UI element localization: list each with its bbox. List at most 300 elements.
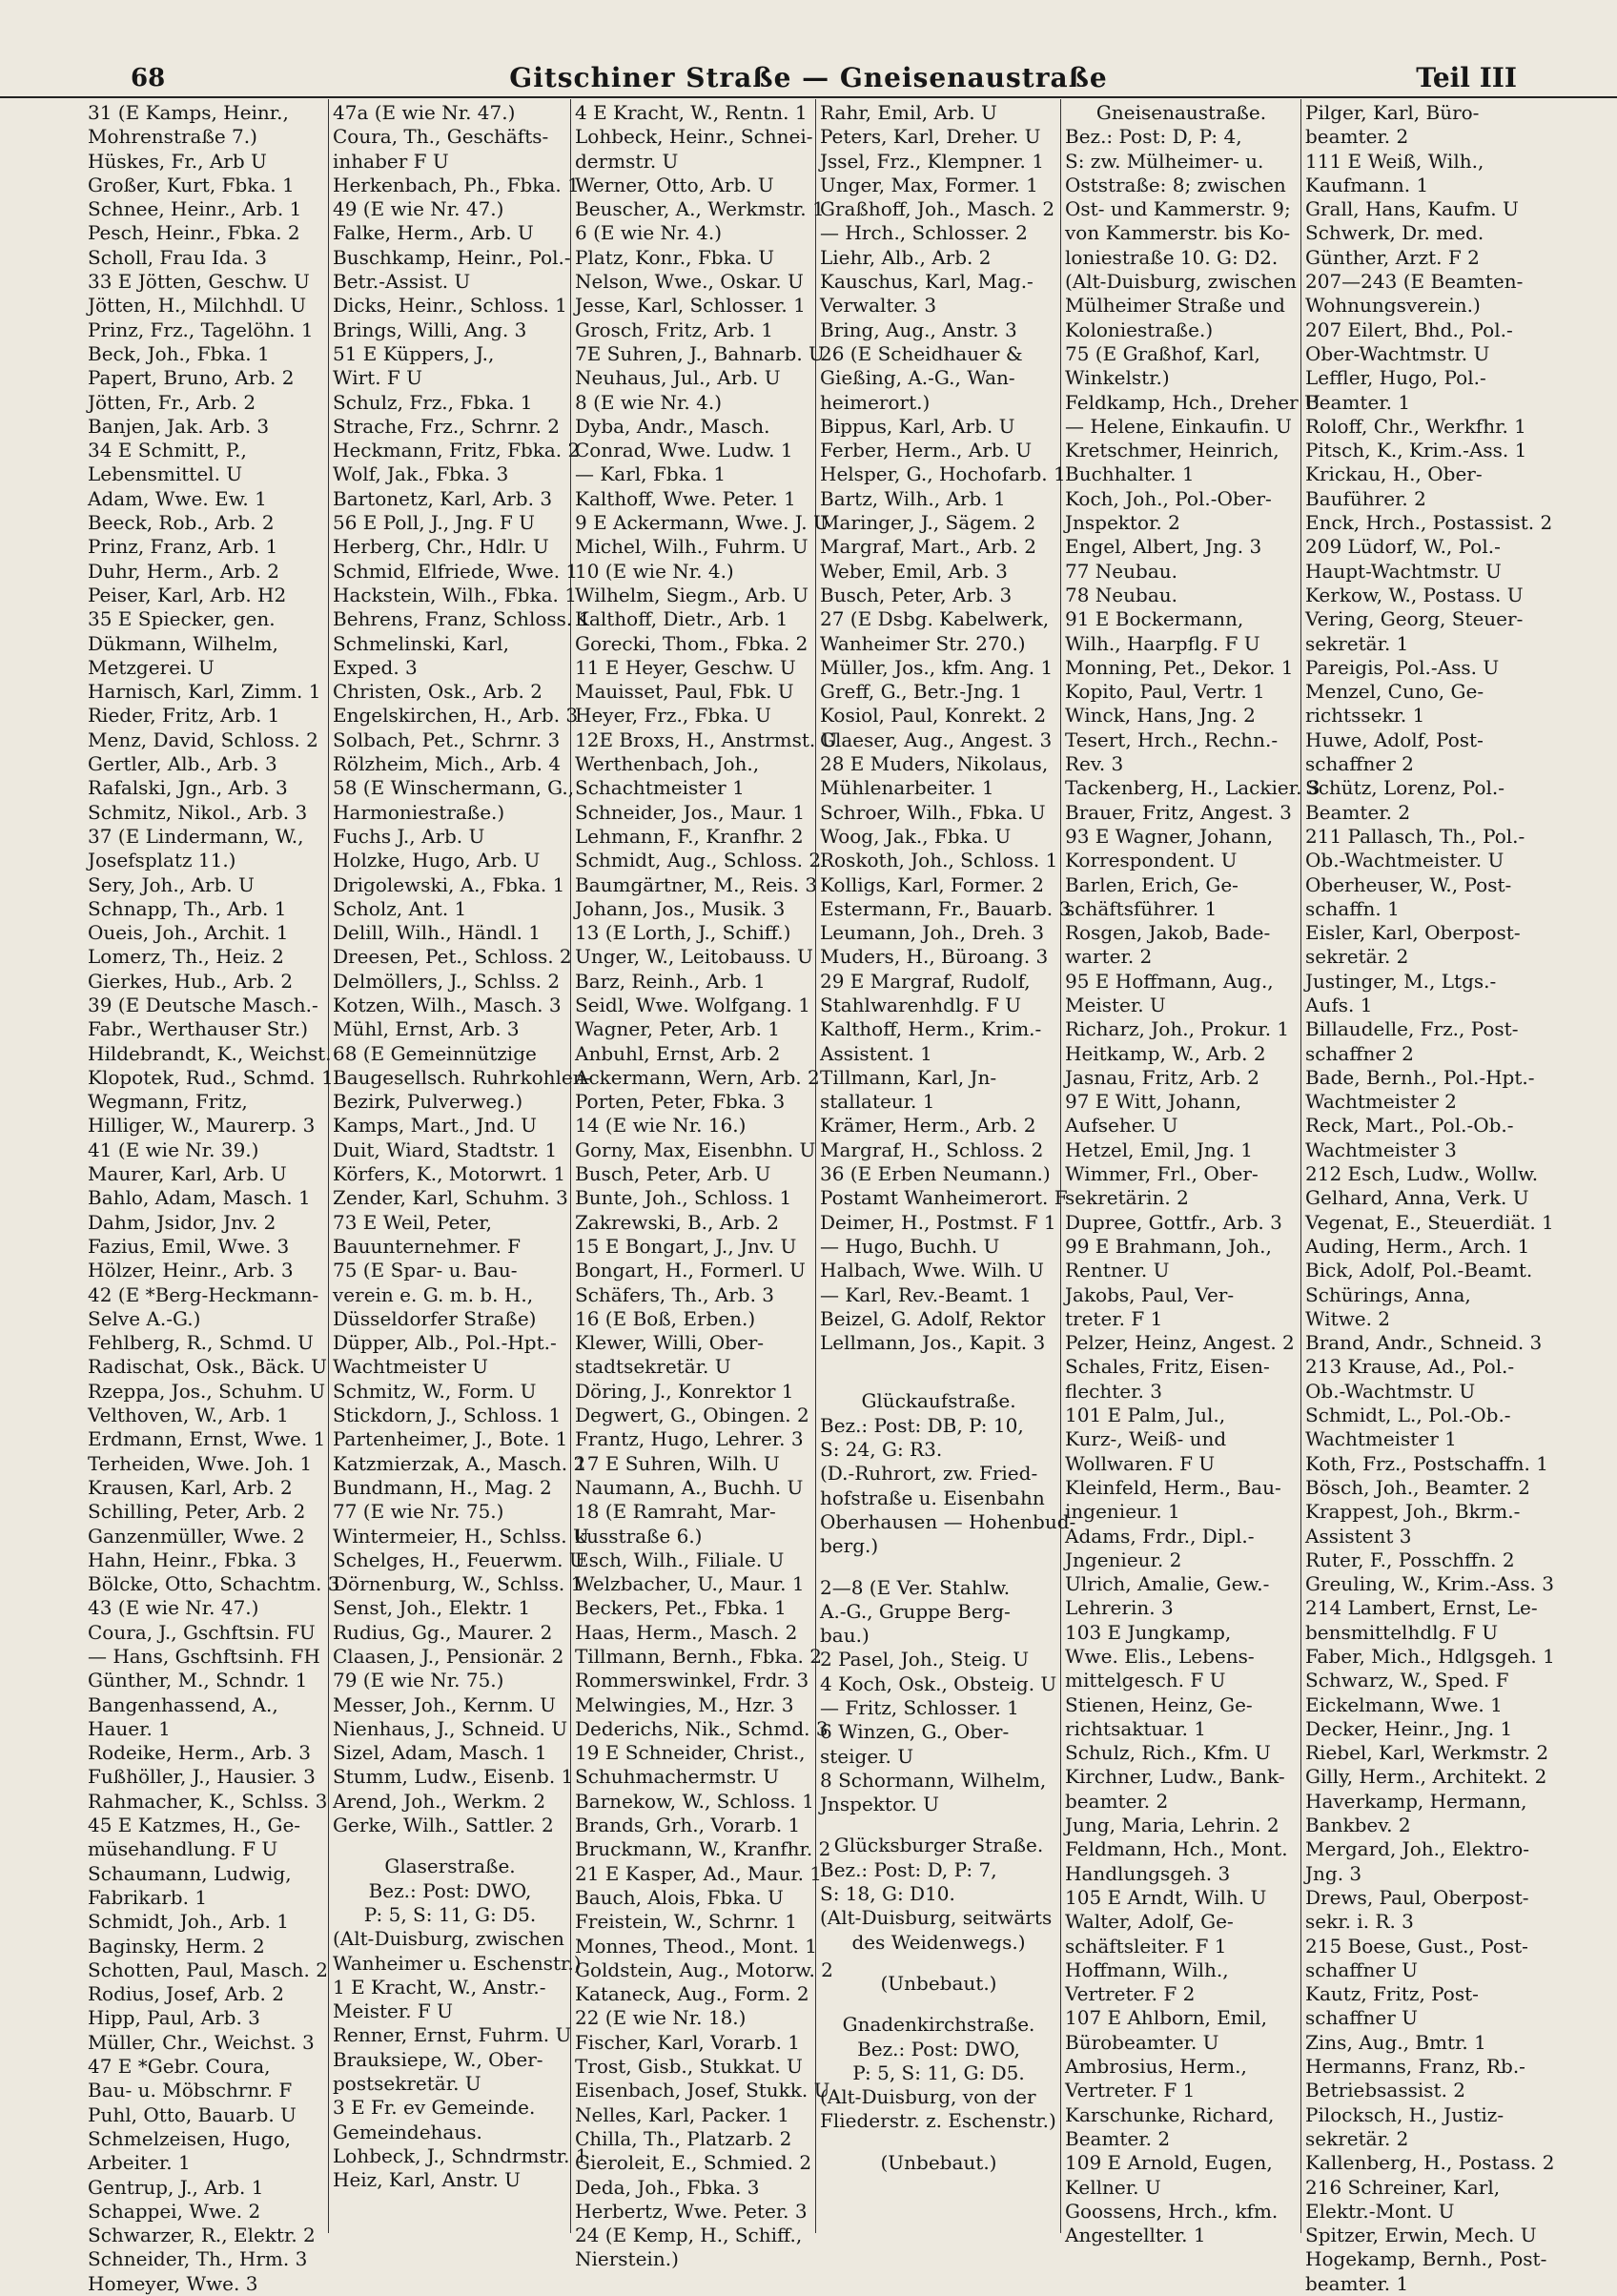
entry-line: 212 Esch, Ludw., Wollw. xyxy=(1305,1162,1539,1186)
entry-line: Hipp, Paul, Arb. 3 xyxy=(88,2006,260,2030)
entry-line: Woog, Jak., Fbka. U xyxy=(820,824,1012,848)
entry-line: Nelson, Wwe., Oskar. U xyxy=(575,270,804,294)
entry-line: 22 (E wie Nr. 18.) xyxy=(575,2006,747,2030)
entry-line: hofstraße u. Eisenbahn xyxy=(820,1486,1045,1509)
entry-line: 8 (E wie Nr. 4.) xyxy=(575,390,723,414)
entry-line: Hauer. 1 xyxy=(88,1716,171,1740)
entry-line: Gießing, A.-G., Wan- xyxy=(820,366,1015,390)
entry-line: sekretärin. 2 xyxy=(1065,1186,1189,1210)
entry-line: Dükmann, Wilhelm, xyxy=(88,631,278,655)
entry-line: Beamter. 2 xyxy=(1065,2126,1171,2150)
entry-line: Adam, Wwe. Ew. 1 xyxy=(88,486,267,510)
entry-line: 68 (E Gemeinnützige xyxy=(333,1041,537,1065)
entry-line: 56 E Poll, J., Jng. F U xyxy=(333,511,536,535)
entry-line: schaffner U xyxy=(1305,1958,1418,1981)
entry-line: 101 E Palm, Jul., xyxy=(1065,1404,1226,1427)
entry-line: Greff, G., Betr.-Jng. 1 xyxy=(820,680,1023,704)
entry-line: Kerkow, W., Postass. U xyxy=(1305,583,1524,606)
entry-line: Rommerswinkel, Frdr. 3 xyxy=(575,1669,809,1692)
entry-line: Walter, Adolf, Ge- xyxy=(1065,1910,1234,1934)
entry-line: Puhl, Otto, Bauarb. U xyxy=(88,2102,297,2126)
entry-line: Baugesellsch. Ruhrkohlen- xyxy=(333,1065,592,1089)
entry-line: Neuhaus, Jul., Arb. U xyxy=(575,366,781,390)
entry-line: Schmitz, W., Form. U xyxy=(333,1379,537,1403)
entry-line: Wohnungsverein.) xyxy=(1305,294,1481,318)
entry-line: Beck, Joh., Fbka. 1 xyxy=(88,341,270,365)
entry-line: Schelges, H., Feuerwm. U xyxy=(333,1548,585,1571)
entry-line: Karschunke, Richard, xyxy=(1065,2102,1275,2126)
entry-line: Heiz, Karl, Anstr. U xyxy=(333,2168,522,2192)
entry-line: Freistein, W., Schrnr. 1 xyxy=(575,1910,797,1934)
entry-line: Exped. 3 xyxy=(333,655,418,679)
entry-line: Goldstein, Aug., Motorw. 2 xyxy=(575,1958,833,1981)
entry-line: Bezirk, Pulverweg.) xyxy=(333,1090,523,1114)
entry-line: Schwarzer, R., Elektr. 2 xyxy=(88,2224,316,2247)
entry-line: Gieroleit, E., Schmied. 2 xyxy=(575,2151,812,2175)
entry-line: Glaeser, Aug., Angest. 3 xyxy=(820,728,1053,751)
entry-line: Josefsplatz 11.) xyxy=(88,849,236,872)
entry-line: Weber, Emil, Arb. 3 xyxy=(820,559,1008,583)
entry-line: Kolligs, Karl, Former. 2 xyxy=(820,872,1044,896)
entry-line: Fazius, Emil, Wwe. 3 xyxy=(88,1234,290,1258)
entry-line: Wilhelm, Siegm., Arb. U xyxy=(575,583,808,606)
entry-line: Kleinfeld, Herm., Bau- xyxy=(1065,1475,1281,1499)
entry-line: Kopito, Paul, Vertr. 1 xyxy=(1065,680,1265,704)
entry-line: Schnapp, Th., Arb. 1 xyxy=(88,896,287,920)
blank-line xyxy=(820,1955,1057,1972)
entry-line: Duhr, Herm., Arb. 2 xyxy=(88,559,279,583)
entry-line: Trost, Gisb., Stukkat. U xyxy=(575,2055,803,2079)
entry-line: Busch, Peter, Arb. 3 xyxy=(820,583,1013,606)
entry-line: müsehandlung. F U xyxy=(88,1837,278,1861)
entry-line: Barz, Reinh., Arb. 1 xyxy=(575,969,766,993)
entry-line: Beamter. 2 xyxy=(1305,800,1411,824)
entry-line: 207 Eilert, Bhd., Pol.- xyxy=(1305,318,1513,341)
entry-line: Schürings, Anna, xyxy=(1305,1282,1471,1306)
entry-line: Pilocksch, H., Justiz- xyxy=(1305,2102,1504,2126)
entry-line: sekr. i. R. 3 xyxy=(1305,1910,1414,1934)
entry-line: Kellner. U xyxy=(1065,2175,1161,2199)
entry-line: Messer, Joh., Kernm. U xyxy=(333,1692,556,1716)
blank-line xyxy=(333,1837,567,1855)
entry-line: Bahlo, Adam, Masch. 1 xyxy=(88,1186,311,1210)
entry-line: Schotten, Paul, Masch. 2 xyxy=(88,1958,328,1981)
entry-line: 109 E Arnold, Eugen, xyxy=(1065,2151,1273,2175)
entry-line: Haverkamp, Hermann, xyxy=(1305,1789,1527,1813)
entry-line: Ackermann, Wern, Arb. 2 xyxy=(575,1065,820,1089)
entry-line: Großer, Kurt, Fbka. 1 xyxy=(88,173,295,196)
entry-line: Bauch, Alois, Fbka. U xyxy=(575,1885,784,1909)
entry-line: Heckmann, Fritz, Fbka. 2 xyxy=(333,439,581,462)
entry-line: 15 E Bongart, J., Jnv. U xyxy=(575,1234,797,1258)
entry-line: Mülheimer Straße und xyxy=(1065,294,1285,318)
entry-line: Velthoven, W., Arb. 1 xyxy=(88,1404,289,1427)
entry-line: von Kammerstr. bis Ko- xyxy=(1065,221,1291,245)
entry-line: Katzmierzak, A., Masch. 2 xyxy=(333,1451,586,1475)
entry-line: 2 Pasel, Joh., Steig. U xyxy=(820,1648,1030,1671)
entry-line: Greuling, W., Krim.-Ass. 3 xyxy=(1305,1572,1554,1596)
entry-line: Wollwaren. F U xyxy=(1065,1451,1216,1475)
blank-line xyxy=(820,1559,1057,1576)
entry-line: Rölzheim, Mich., Arb. 4 xyxy=(333,752,562,776)
entry-line: Wanheimer Str. 270.) xyxy=(820,631,1026,655)
entry-line: Haupt-Wachtmstr. U xyxy=(1305,559,1502,583)
entry-line: Scholz, Ant. 1 xyxy=(333,896,467,920)
entry-line: Muders, H., Büroang. 3 xyxy=(820,945,1049,969)
entry-line: Rieder, Fritz, Arb. 1 xyxy=(88,704,280,728)
entry-line: Baginsky, Herm. 2 xyxy=(88,1934,265,1958)
entry-line: Mühlenarbeiter. 1 xyxy=(820,776,994,800)
entry-line: Hoffmann, Wilh., xyxy=(1065,1958,1229,1981)
entry-line: Arend, Joh., Werkm. 2 xyxy=(333,1789,546,1813)
entry-line: Wirt. F U xyxy=(333,366,423,390)
entry-line: 42 (E *Berg-Heckmann- xyxy=(88,1282,319,1306)
entry-line: Billaudelle, Frz., Post- xyxy=(1305,1017,1519,1041)
entry-line: Vertreter. F 1 xyxy=(1065,2079,1196,2102)
entry-line: Fußhöller, J., Hausier. 3 xyxy=(88,1765,316,1789)
entry-line: Bartz, Wilh., Arb. 1 xyxy=(820,486,1006,510)
entry-line: Oststraße: 8; zwischen xyxy=(1065,173,1286,196)
entry-line: Elektr.-Mont. U xyxy=(1305,2199,1455,2223)
entry-line: Rev. 3 xyxy=(1065,752,1124,776)
entry-line: 26 (E Scheidhauer & xyxy=(820,341,1023,365)
entry-line: Gierkes, Hub., Arb. 2 xyxy=(88,969,294,993)
entry-line: Helsper, G., Hochofarb. 1 xyxy=(820,462,1066,486)
entry-line: Renner, Ernst, Fuhrm. U xyxy=(333,2023,572,2047)
entry-line: Bez.: Post: D, P: 7, xyxy=(820,1857,997,1881)
entry-line: schaffner 2 xyxy=(1305,1041,1414,1065)
entry-line: Dederichs, Nik., Schmd. 3 xyxy=(575,1716,829,1740)
entry-line: Wegmann, Fritz, xyxy=(88,1090,248,1114)
entry-line: Prinz, Franz, Arb. 1 xyxy=(88,535,278,559)
entry-line: Barnekow, W., Schloss. 1 xyxy=(575,1789,814,1813)
entry-line: Tackenberg, H., Lackier. 3 xyxy=(1065,776,1320,800)
entry-line: Bippus, Karl, Arb. U xyxy=(820,414,1015,438)
entry-line: Pesch, Heinr., Fbka. 2 xyxy=(88,221,300,245)
entry-line: Stumm, Ludw., Eisenb. 1 xyxy=(333,1765,574,1789)
entry-line: Strache, Frz., Schrnr. 2 xyxy=(333,414,560,438)
entry-line: Radischat, Osk., Bäck. U xyxy=(88,1355,328,1379)
entry-line: Bösch, Joh., Beamter. 2 xyxy=(1305,1475,1530,1499)
entry-line: Monning, Pet., Dekor. 1 xyxy=(1065,655,1294,679)
entry-line: Roskoth, Joh., Schloss. 1 xyxy=(820,849,1058,872)
entry-line: Meister. F U xyxy=(333,1999,454,2023)
entry-line: Oberhausen — Hohenbud- xyxy=(820,1509,1076,1533)
entry-line: 47a (E wie Nr. 47.) xyxy=(333,101,516,124)
entry-line: Stienen, Heinz, Ge- xyxy=(1065,1692,1253,1716)
entry-line: Kallenberg, H., Postass. 2 xyxy=(1305,2151,1555,2175)
entry-line: inhaber F U xyxy=(333,149,449,173)
entry-line: Rosgen, Jakob, Bade- xyxy=(1065,921,1271,945)
entry-line: treter. F 1 xyxy=(1065,1306,1163,1330)
entry-line: 12E Broxs, H., Anstrmst. U xyxy=(575,728,838,751)
entry-line: Metzgerei. U xyxy=(88,655,215,679)
entry-line: Fehlberg, R., Schmd. U xyxy=(88,1331,314,1355)
entry-line: Selve A.-G.) xyxy=(88,1306,201,1330)
entry-line: richtsaktuar. 1 xyxy=(1065,1716,1207,1740)
entry-line: beamter. 2 xyxy=(1305,125,1409,149)
entry-line: Tesert, Hrch., Rechn.- xyxy=(1065,728,1279,751)
entry-line: 75 (E Spar- u. Bau- xyxy=(333,1259,518,1282)
entry-line: Bauunternehmer. F xyxy=(333,1234,522,1258)
entry-line: 13 (E Lorth, J., Schiff.) xyxy=(575,921,791,945)
entry-line: Claasen, J., Pensionär. 2 xyxy=(333,1645,564,1668)
entry-line: — Fritz, Schlosser. 1 xyxy=(820,1696,1019,1719)
entry-line: Bölcke, Otto, Schachtm. 3 xyxy=(88,1572,340,1596)
entry-line: Schachtmeister 1 xyxy=(575,776,745,800)
entry-line: 97 E Witt, Johann, xyxy=(1065,1090,1242,1114)
entry-line: 107 E Ahlborn, Emil, xyxy=(1065,2006,1267,2030)
entry-line: Klopotek, Rud., Schmd. 1 xyxy=(88,1065,334,1089)
entry-line: 4 Koch, Osk., Obsteig. U xyxy=(820,1671,1057,1695)
entry-line: Baumgärtner, M., Reis. 3 xyxy=(575,872,818,896)
entry-line: S: 24, G: R3. xyxy=(820,1438,943,1462)
entry-line: Terheiden, Wwe. Joh. 1 xyxy=(88,1451,313,1475)
entry-line: Kauschus, Karl, Mag.- xyxy=(820,270,1034,294)
entry-line: 35 E Spiecker, gen. xyxy=(88,607,276,631)
entry-line: Huwe, Adolf, Post- xyxy=(1305,728,1484,751)
entry-line: Schwerk, Dr. med. xyxy=(1305,221,1484,245)
entry-line: Wachtmeister 1 xyxy=(1305,1427,1457,1451)
entry-line: Reck, Mart., Pol.-Ob.- xyxy=(1305,1114,1514,1138)
entry-line: Buchhalter. 1 xyxy=(1065,462,1195,486)
entry-line: Arbeiter. 1 xyxy=(88,2151,191,2175)
entry-line: 4 E Kracht, W., Rentn. 1 xyxy=(575,101,808,124)
entry-line: Menzel, Cuno, Ge- xyxy=(1305,680,1484,704)
entry-line: P: 5, S: 11, G: D5. xyxy=(852,2060,1025,2084)
entry-line: Krämer, Herm., Arb. 2 xyxy=(820,1114,1036,1138)
entry-line: A.-G., Gruppe Berg- xyxy=(820,1599,1011,1623)
page-title: Gitschiner Straße — Gneisenaustraße xyxy=(509,62,1108,93)
entry-line: — Hrch., Schlosser. 2 xyxy=(820,221,1028,245)
entry-line: Goossens, Hrch., kfm. xyxy=(1065,2199,1279,2223)
entry-line: 91 E Bockermann, xyxy=(1065,607,1244,631)
entry-line: Behrens, Franz, Schloss. 1 xyxy=(333,607,591,631)
entry-line: Betriebsassist. 2 xyxy=(1305,2079,1466,2102)
entry-line: Vertreter. F 2 xyxy=(1065,1982,1196,2006)
entry-line: Ambrosius, Herm., xyxy=(1065,2055,1247,2079)
entry-line: Schütz, Lorenz, Pol.- xyxy=(1305,776,1505,800)
entry-line: Schneider, Th., Hrm. 3 xyxy=(88,2247,308,2271)
entry-line: Sery, Joh., Arb. U xyxy=(88,872,255,896)
entry-line: Hüskes, Fr., Arb U xyxy=(88,149,267,173)
entry-line: 6 Winzen, G., Ober- xyxy=(820,1720,1010,1744)
entry-line: Aufs. 1 xyxy=(1305,993,1373,1016)
entry-line: Maringer, J., Sägem. 2 xyxy=(820,511,1036,535)
entry-line: (Alt-Duisburg, zwischen xyxy=(333,1927,564,1951)
entry-line: Zakrewski, B., Arb. 2 xyxy=(575,1210,779,1234)
entry-line: Verwalter. 3 xyxy=(820,294,937,318)
entry-line: Bez.: Post: D, P: 4, xyxy=(1065,125,1242,149)
entry-line: Meister. U xyxy=(1065,993,1166,1016)
blank-line xyxy=(820,1996,1057,2013)
entry-line: (Unbebaut.) xyxy=(880,2150,997,2174)
entry-line: stallateur. 1 xyxy=(820,1090,935,1114)
entry-line: Unger, W., Leitobauss. U xyxy=(575,945,813,969)
entry-line: Decker, Heinr., Jng. 1 xyxy=(1305,1716,1513,1740)
entry-line: Christen, Osk., Arb. 2 xyxy=(333,680,542,704)
entry-line: 11 E Heyer, Geschw. U xyxy=(575,655,796,679)
entry-line: Angestellter. 1 xyxy=(1065,2224,1206,2247)
entry-line: Beckers, Pet., Fbka. 1 xyxy=(575,1596,787,1620)
entry-line: Spitzer, Erwin, Mech. U xyxy=(1305,2224,1537,2247)
entry-line: Gertler, Alb., Arb. 3 xyxy=(88,752,277,776)
entry-line: Jung, Maria, Lehrin. 2 xyxy=(1065,1814,1279,1837)
entry-line: 1 E Kracht, W., Anstr.- xyxy=(333,1975,546,1999)
entry-line: Herberg, Chr., Hdlr. U xyxy=(333,535,549,559)
entry-line: Gnadenkirchstraße. xyxy=(842,2013,1035,2037)
entry-line: Assistent. 1 xyxy=(820,1041,932,1065)
entry-line: Feldkamp, Hch., Dreher U xyxy=(1065,390,1320,414)
entry-line: Schmelinski, Karl, xyxy=(333,631,509,655)
entry-line: Jnspektor. U xyxy=(820,1793,939,1816)
entry-line: Dupree, Gottfr., Arb. 3 xyxy=(1065,1210,1282,1234)
entry-line: Lohbeck, Heinr., Schnei- xyxy=(575,125,813,149)
entry-line: Brand, Andr., Schneid. 3 xyxy=(1305,1331,1543,1355)
entry-line: Werner, Otto, Arb. U xyxy=(575,173,774,196)
entry-line: (Unbebaut.) xyxy=(880,1971,997,1995)
entry-line: 105 E Arndt, Wilh. U xyxy=(1065,1885,1267,1909)
entry-line: Schneider, Jos., Maur. 1 xyxy=(575,800,806,824)
entry-line: 111 E Weiß, Wilh., xyxy=(1305,149,1484,173)
entry-line: Naumann, A., Buchh. U xyxy=(575,1475,804,1499)
entry-line: 18 (E Ramraht, Mar- xyxy=(575,1500,776,1524)
entry-line: stadtsekretär. U xyxy=(575,1355,731,1379)
entry-line: Jötten, Fr., Arb. 2 xyxy=(88,390,256,414)
entry-line: des Weidenwegs.) xyxy=(851,1930,1026,1954)
entry-line: Koth, Frz., Postschaffn. 1 xyxy=(1305,1451,1548,1475)
entry-line: Krausen, Karl, Arb. 2 xyxy=(88,1475,293,1499)
entry-line: Düpper, Alb., Pol.-Hpt.- xyxy=(333,1331,557,1355)
entry-line: Glückaufstraße. xyxy=(861,1389,1016,1413)
entry-line: Justinger, M., Ltgs.- xyxy=(1305,969,1497,993)
entry-line: Wanheimer u. Eschenstr.) xyxy=(333,1951,582,1975)
entry-line: Bick, Adolf, Pol.-Beamt. xyxy=(1305,1259,1533,1282)
entry-line: Beamter. 1 xyxy=(1305,390,1411,414)
entry-line: Dörnenburg, W., Schlss. 1 xyxy=(333,1572,583,1596)
entry-line: Lehmann, F., Kranfhr. 2 xyxy=(575,824,804,848)
entry-line: Werthenbach, Joh., xyxy=(575,752,760,776)
entry-line: Fischer, Karl, Vorarb. 1 xyxy=(575,2030,801,2054)
entry-line: Senst, Joh., Elektr. 1 xyxy=(333,1596,531,1620)
entry-line: Gelhard, Anna, Verk. U xyxy=(1305,1186,1529,1210)
entry-line: richtssekr. 1 xyxy=(1305,704,1425,728)
entry-line: Rafalski, Jgn., Arb. 3 xyxy=(88,776,288,800)
entry-line: 45 E Katzmes, H., Ge- xyxy=(88,1814,301,1837)
entry-line: Nierstein.) xyxy=(575,2247,679,2271)
entry-line: 16 (E Boß, Erben.) xyxy=(575,1306,756,1330)
entry-line: Richarz, Joh., Prokur. 1 xyxy=(1065,1017,1290,1041)
entry-line: Haas, Herm., Masch. 2 xyxy=(575,1620,798,1644)
blank-line xyxy=(820,1355,1057,1372)
entry-line: Bunte, Joh., Schloss. 1 xyxy=(575,1186,792,1210)
entry-line: Kalthoff, Wwe. Peter. 1 xyxy=(575,486,796,510)
entry-line: 99 E Brahmann, Joh., xyxy=(1065,1234,1272,1258)
entry-line: Winkelstr.) xyxy=(1065,366,1170,390)
entry-line: heimerort.) xyxy=(820,390,931,414)
entry-line: Busch, Peter, Arb. U xyxy=(575,1162,771,1186)
entry-line: Beeck, Rob., Arb. 2 xyxy=(88,511,275,535)
entry-line: Bez.: Post: DB, P: 10, xyxy=(820,1413,1024,1437)
entry-line: — Karl, Fbka. 1 xyxy=(575,462,727,486)
entry-line: schaffner U xyxy=(1305,2006,1418,2030)
page-header xyxy=(0,52,1617,98)
entry-line: Gorecki, Thom., Fbka. 2 xyxy=(575,631,808,655)
entry-line: Brauksiepe, W., Ober- xyxy=(333,2047,543,2071)
entry-line: (Alt-Duisburg, von der xyxy=(820,2085,1036,2109)
entry-line: Homeyer, Wwe. 3 xyxy=(88,2271,258,2295)
entry-line: Wachtmeister 2 xyxy=(1305,1090,1457,1114)
entry-line: Kosiol, Paul, Konrekt. 2 xyxy=(820,704,1047,728)
entry-line: Liehr, Alb., Arb. 2 xyxy=(820,245,992,269)
entry-line: Schmitz, Nikol., Arb. 3 xyxy=(88,800,308,824)
entry-line: P: 5, S: 11, G: D5. xyxy=(363,1902,537,1926)
entry-line: Frantz, Hugo, Lehrer. 3 xyxy=(575,1427,804,1451)
entry-line: Degwert, G., Obingen. 2 xyxy=(575,1404,809,1427)
entry-line: 103 E Jungkamp, xyxy=(1065,1620,1232,1644)
entry-line: Wwe. Elis., Lebens- xyxy=(1065,1645,1255,1668)
column-4 xyxy=(816,99,1076,2233)
entry-line: Müller, Chr., Weichst. 3 xyxy=(88,2030,315,2054)
entry-line: Pareigis, Pol.-Ass. U xyxy=(1305,655,1500,679)
entry-line: Gerke, Wilh., Sattler. 2 xyxy=(333,1814,554,1837)
entry-line: Eickelmann, Wwe. 1 xyxy=(1305,1692,1503,1716)
entry-line: Jesse, Karl, Schlosser. 1 xyxy=(575,294,806,318)
entry-line: Hackstein, Wilh., Fbka. 1 xyxy=(333,583,577,606)
entry-line: Kataneck, Aug., Form. 2 xyxy=(575,1982,809,2006)
entry-line: Duit, Wiard, Stadtstr. 1 xyxy=(333,1138,558,1161)
entry-line: Bundmann, H., Mag. 2 xyxy=(333,1475,552,1499)
entry-line: 8 Schormann, Wilhelm, xyxy=(820,1768,1047,1792)
entry-line: Grosch, Fritz, Arb. 1 xyxy=(575,318,774,341)
entry-line: Kurz-, Weiß- und xyxy=(1065,1427,1227,1451)
entry-line: Gilly, Herm., Architekt. 2 xyxy=(1305,1765,1547,1789)
entry-line: Postamt Wanheimerort. F xyxy=(820,1186,1068,1210)
entry-line: loniestraße 10. G: D2. xyxy=(1065,245,1279,269)
entry-line: Jnspektor. 2 xyxy=(1065,511,1180,535)
entry-line: Peiser, Karl, Arb. H2 xyxy=(88,583,287,606)
entry-line: Mohrenstraße 7.) xyxy=(88,125,257,149)
entry-line: Schulz, Rich., Kfm. U xyxy=(1065,1741,1271,1765)
entry-line: berg.) xyxy=(820,1534,879,1558)
entry-line: Deda, Joh., Fbka. 3 xyxy=(575,2175,760,2199)
entry-line: Sizel, Adam, Masch. 1 xyxy=(333,1741,547,1765)
entry-line: Winck, Hans, Jng. 2 xyxy=(1065,704,1256,728)
entry-line: Jasnau, Fritz, Arb. 2 xyxy=(1065,1065,1259,1089)
entry-line: Delmöllers, J., Schlss. 2 xyxy=(333,969,561,993)
column-1 xyxy=(84,99,340,2295)
entry-line: Pitsch, K., Krim.-Ass. 1 xyxy=(1305,439,1527,462)
entry-line: Schwarz, W., Sped. F xyxy=(1305,1669,1509,1692)
entry-line: 207—243 (E Beamten- xyxy=(1305,270,1524,294)
entry-line: Bongart, H., Formerl. U xyxy=(575,1259,806,1282)
entry-line: Herbertz, Wwe. Peter. 3 xyxy=(575,2199,808,2223)
entry-line: (Alt-Duisburg, seitwärts xyxy=(820,1906,1053,1930)
entry-line: Ruter, F., Posschffn. 2 xyxy=(1305,1548,1515,1571)
blank-line xyxy=(820,1372,1057,1389)
entry-line: verein e. G. m. b. H., xyxy=(333,1282,534,1306)
entry-line: Lomerz, Th., Heiz. 2 xyxy=(88,945,284,969)
entry-line: Engel, Albert, Jng. 3 xyxy=(1065,535,1262,559)
entry-line: Schuhmachermstr. U xyxy=(575,1765,780,1789)
entry-line: Witwe. 2 xyxy=(1305,1306,1391,1330)
entry-line: Riebel, Karl, Werkmstr. 2 xyxy=(1305,1741,1549,1765)
entry-line: Ost- und Kammerstr. 9; xyxy=(1065,197,1291,221)
entry-line: Koloniestraße.) xyxy=(1065,318,1214,341)
entry-line: ingenieur. 1 xyxy=(1065,1500,1180,1524)
entry-line: schaffner 2 xyxy=(1305,752,1414,776)
entry-line: 77 Neubau. xyxy=(1065,559,1177,583)
